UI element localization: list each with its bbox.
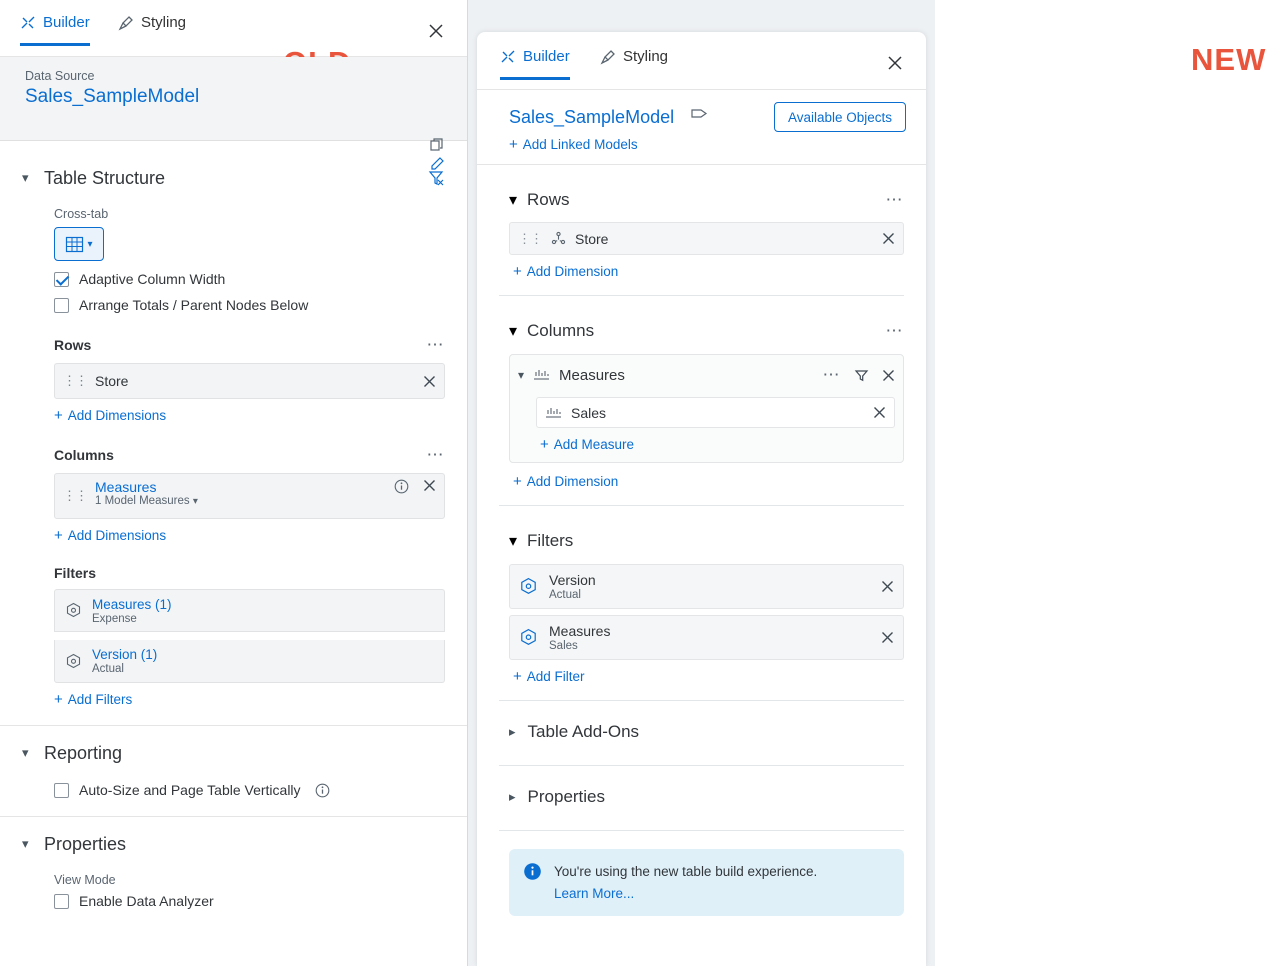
- new-section-title-properties: Properties: [527, 787, 606, 806]
- section-title-table-structure: Table Structure: [44, 167, 166, 188]
- drag-handle-icon[interactable]: ⋮⋮: [518, 230, 542, 246]
- new-section-header-columns[interactable]: [477, 314, 926, 348]
- section-title-reporting: Reporting: [44, 742, 123, 763]
- chip-label[interactable]: Measures: [95, 479, 157, 495]
- tab-styling-new[interactable]: [600, 48, 668, 77]
- group-header-filters-old: [0, 565, 467, 581]
- old-builder-panel: [0, 0, 468, 966]
- tab-builder-new-label: Builder: [523, 48, 570, 65]
- close-icon[interactable]: [882, 369, 895, 382]
- close-icon[interactable]: [881, 580, 894, 593]
- crosstab-type-button[interactable]: [54, 227, 104, 261]
- chip-sublabel-text: 1 Model Measures: [95, 495, 190, 507]
- chevron-down-icon: ▾: [509, 323, 518, 340]
- close-icon[interactable]: [882, 232, 895, 245]
- new-section-title-table-addons: Table Add-Ons: [527, 722, 640, 741]
- tab-styling-old-label: Styling: [141, 14, 187, 31]
- builder-icon: [500, 49, 516, 65]
- overflow-menu-icon[interactable]: ⋯: [426, 445, 445, 464]
- add-dimension-columns-new[interactable]: [513, 474, 904, 489]
- add-dimension-rows-new-label: Add Dimension: [526, 264, 619, 279]
- section-properties-old[interactable]: [0, 829, 467, 859]
- chevron-down-icon[interactable]: ▾: [518, 368, 525, 382]
- plus-icon: +: [54, 691, 63, 708]
- checkbox-icon[interactable]: [54, 783, 69, 798]
- plus-icon: +: [54, 527, 63, 544]
- filter-title: Measures: [549, 623, 611, 639]
- grid-icon: [65, 235, 84, 254]
- new-section-filters: [477, 524, 926, 684]
- chip-row-store-old[interactable]: [54, 363, 445, 399]
- chevron-down-icon: ▾: [509, 533, 518, 550]
- measure-icon: [545, 406, 562, 420]
- filter-item-version-old[interactable]: [54, 640, 445, 683]
- filter-sublabel: Expense: [92, 612, 137, 625]
- new-builder-card: [477, 32, 926, 966]
- brush-icon: [600, 49, 616, 65]
- group-title-columns-old: Columns: [54, 447, 114, 463]
- new-section-title-rows: Rows: [527, 190, 570, 209]
- filter-cube-icon: [65, 653, 82, 670]
- close-icon: [427, 22, 445, 40]
- new-experience-banner: [509, 849, 904, 916]
- new-section-title-filters: Filters: [527, 531, 574, 550]
- new-data-source-block: [477, 90, 926, 165]
- info-icon: [523, 862, 542, 881]
- close-icon[interactable]: [881, 631, 894, 644]
- tab-builder-old[interactable]: [20, 14, 90, 46]
- measure-icon: [533, 368, 550, 382]
- new-watermark: NEW: [1191, 42, 1266, 77]
- add-dimension-rows-new[interactable]: [513, 264, 904, 279]
- plus-icon: +: [540, 436, 549, 453]
- overflow-menu-icon[interactable]: ⋯: [885, 321, 904, 340]
- plus-icon: +: [509, 136, 518, 153]
- plus-icon: +: [54, 407, 63, 424]
- chevron-down-icon: ▾: [22, 836, 29, 851]
- measure-item-label: Sales: [571, 404, 607, 421]
- group-header-columns-old: [0, 445, 467, 465]
- divider: [499, 505, 904, 506]
- checkbox-auto-size-page-table[interactable]: [54, 782, 467, 798]
- group-title-rows-old: Rows: [54, 337, 92, 353]
- data-source-value[interactable]: Sales_SampleModel: [25, 86, 200, 107]
- filter-item-measures-new[interactable]: [509, 615, 904, 660]
- copy-icon[interactable]: [429, 137, 445, 153]
- overflow-menu-icon[interactable]: ⋯: [822, 365, 841, 384]
- new-section-header-filters[interactable]: [477, 524, 926, 558]
- plus-icon: +: [513, 473, 522, 490]
- banner-text: You're using the new table build experience.: [554, 864, 818, 879]
- close-icon[interactable]: [423, 375, 436, 388]
- divider: [499, 765, 904, 766]
- drag-handle-icon[interactable]: ⋮⋮: [63, 373, 87, 388]
- group-title-filters-old: Filters: [54, 565, 97, 581]
- overflow-menu-icon[interactable]: ⋯: [885, 190, 904, 209]
- new-section-table-addons[interactable]: [477, 715, 926, 749]
- data-source-block: [0, 57, 467, 141]
- chip-label: Store: [575, 230, 609, 247]
- dimension-icon: [551, 231, 566, 246]
- chip-sublabel[interactable]: [95, 495, 198, 507]
- measures-group-header[interactable]: [518, 363, 895, 387]
- drag-handle-icon[interactable]: ⋮⋮: [63, 488, 87, 503]
- new-section-properties[interactable]: [477, 780, 926, 814]
- chip-column-measures-old[interactable]: [54, 473, 445, 519]
- filter-sublabel: Sales: [549, 640, 578, 652]
- chevron-down-icon: ▾: [22, 745, 29, 760]
- checkbox-icon[interactable]: [54, 272, 69, 287]
- checkbox-icon[interactable]: [54, 894, 69, 909]
- filter-title[interactable]: Measures (1): [92, 596, 172, 612]
- checkbox-auto-size-label: Auto-Size and Page Table Vertically: [79, 782, 301, 798]
- add-linked-models-label: Add Linked Models: [522, 137, 638, 152]
- tab-styling-new-label: Styling: [623, 48, 669, 65]
- chevron-right-icon: ▸: [509, 724, 516, 739]
- divider: [499, 830, 904, 831]
- tab-styling-old[interactable]: [118, 14, 186, 43]
- close-panel-button-new[interactable]: [886, 54, 904, 72]
- checkbox-enable-data-analyzer[interactable]: [54, 893, 467, 909]
- checkbox-arrange-totals[interactable]: [54, 297, 467, 313]
- filter-sublabel: Actual: [92, 663, 124, 675]
- divider: [499, 700, 904, 701]
- chevron-down-icon: ▾: [509, 192, 518, 209]
- checkbox-icon[interactable]: [54, 298, 69, 313]
- new-section-rows: [477, 183, 926, 279]
- add-dimension-columns-new-label: Add Dimension: [526, 474, 619, 489]
- chevron-down-icon: ▾: [87, 238, 93, 250]
- section-table-structure[interactable]: [0, 163, 467, 193]
- old-panel-body: [0, 163, 467, 909]
- info-icon[interactable]: [315, 783, 330, 798]
- checkbox-adaptive-column-width-label: Adaptive Column Width: [79, 271, 226, 287]
- filter-sublabel: Actual: [549, 589, 581, 601]
- builder-icon: [20, 15, 36, 31]
- close-panel-button-old[interactable]: [427, 22, 445, 40]
- tab-builder-new[interactable]: [500, 48, 570, 80]
- measures-group-label: Measures: [559, 366, 625, 384]
- filter-cube-icon: [519, 628, 538, 647]
- add-dimensions-columns-old-label: Add Dimensions: [67, 528, 167, 543]
- close-icon[interactable]: [423, 479, 436, 492]
- measure-item-sales[interactable]: [536, 397, 895, 428]
- chevron-down-icon: ▾: [22, 170, 29, 185]
- new-builder-panel: [468, 0, 1266, 966]
- new-section-header-rows[interactable]: [477, 183, 926, 217]
- add-dimensions-rows-old[interactable]: [54, 408, 445, 423]
- new-section-columns: [477, 314, 926, 489]
- checkbox-enable-data-analyzer-label: Enable Data Analyzer: [79, 893, 214, 909]
- learn-more-link[interactable]: Learn More...: [554, 885, 635, 901]
- info-icon[interactable]: [394, 479, 409, 494]
- measures-group: [509, 354, 904, 463]
- close-icon: [886, 54, 904, 72]
- new-data-source-title[interactable]: Sales_SampleModel: [509, 107, 675, 127]
- available-objects-button[interactable]: [774, 102, 906, 132]
- filter-item-measures-old[interactable]: [54, 589, 445, 632]
- old-tab-bar: [0, 0, 467, 57]
- section-reporting[interactable]: [0, 738, 467, 768]
- section-title-properties-old: Properties: [44, 833, 127, 854]
- filter-cube-icon: [519, 577, 538, 596]
- add-filter-new[interactable]: [513, 669, 904, 684]
- chip-row-store-new[interactable]: [509, 222, 904, 255]
- filter-item-version-new[interactable]: [509, 564, 904, 609]
- divider: [499, 295, 904, 296]
- divider: [0, 816, 467, 817]
- filter-cube-icon: [65, 602, 82, 619]
- add-measure-link[interactable]: [540, 437, 895, 452]
- add-dimensions-rows-old-label: Add Dimensions: [67, 408, 167, 423]
- chevron-right-icon: ▸: [509, 789, 516, 804]
- filter-title[interactable]: Version (1): [92, 647, 158, 662]
- new-tab-bar: [477, 32, 926, 90]
- add-dimensions-columns-old[interactable]: [54, 528, 445, 543]
- tab-builder-old-label: Builder: [43, 14, 90, 31]
- chip-label: Store: [95, 373, 129, 389]
- crosstab-label: Cross-tab: [54, 207, 109, 221]
- filter-icon[interactable]: [854, 368, 869, 383]
- add-filters-old-label: Add Filters: [67, 692, 133, 707]
- overflow-menu-icon[interactable]: ⋯: [426, 335, 445, 354]
- close-icon[interactable]: [873, 406, 886, 419]
- group-header-rows-old: [0, 335, 467, 355]
- checkbox-arrange-totals-label: Arrange Totals / Parent Nodes Below: [79, 297, 309, 313]
- data-source-label: Data Source: [25, 69, 95, 83]
- add-measure-label: Add Measure: [553, 437, 635, 452]
- brush-icon: [118, 15, 134, 31]
- checkbox-adaptive-column-width[interactable]: [54, 271, 467, 287]
- plus-icon: +: [513, 263, 522, 280]
- tag-icon[interactable]: [691, 106, 708, 121]
- plus-icon: +: [513, 668, 522, 685]
- available-objects-label: Available Objects: [787, 109, 892, 125]
- filter-settings-icon[interactable]: [427, 169, 445, 187]
- filter-title: Version: [549, 572, 596, 588]
- divider: [0, 725, 467, 726]
- add-filter-new-label: Add Filter: [526, 669, 585, 684]
- add-filters-old[interactable]: [54, 692, 445, 707]
- chevron-down-icon[interactable]: ▾: [192, 496, 198, 507]
- view-mode-label: View Mode: [54, 873, 116, 887]
- new-section-title-columns: Columns: [527, 321, 595, 340]
- add-linked-models-link[interactable]: [509, 137, 906, 152]
